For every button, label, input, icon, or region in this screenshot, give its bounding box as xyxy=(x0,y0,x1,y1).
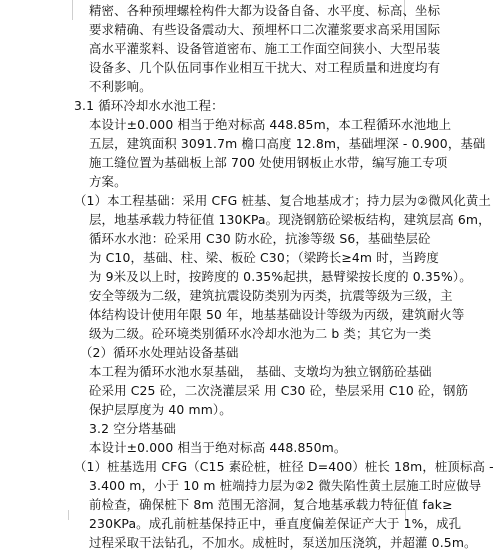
item-1-line: 为 9米及以上时，按跨度的 0.35%起拱，悬臂梁按长度的 0.35%）。 xyxy=(89,269,472,284)
item-1-line: 过程采取干法钻孔，不加水。成桩时，泵送加压浇筑，并超灌 0.5m。 xyxy=(89,535,477,550)
bottom-left-margin-guide xyxy=(68,510,69,520)
paragraph-line: 高水平灌浆料、设备管道密布、施工工作面空间狭小、大型吊装 xyxy=(89,41,441,56)
item-1-line: 级为二级。砼环境类别循环水冷却水池为二 b 类；其它为一类 xyxy=(89,326,432,341)
item-1-line: （1）桩基选用 CFG（C15 素砼桩，桩径 D=400）桩长 18m，桩顶标高 - xyxy=(74,459,494,474)
item-1-line: 230KPa。成孔前桩基保持正中，垂直度偏差保证产大于 1%，成孔 xyxy=(89,516,462,531)
item-1-line: 安全等级为二级，建筑抗震设防类别为丙类，抗震等级为三级，主 xyxy=(89,288,453,303)
section-intro-line: 本设计±0.000 相当于绝对标高 448.850m。 xyxy=(89,440,347,455)
section-heading-3-2: 3.2 空分塔基础 xyxy=(89,421,176,436)
section-heading-3-1: 3.1 循环冷却水水池工程： xyxy=(74,98,224,113)
item-2-line: 保护层厚度为 40 mm）。 xyxy=(89,402,232,417)
section-intro-line: 施工缝位置为基础板上部 700 处使用钢板止水带，编写施工专项 xyxy=(89,155,448,170)
item-2-heading: （2）循环水处理站设备基础 xyxy=(80,345,239,360)
paragraph-line: 不利影响。 xyxy=(89,79,152,94)
item-2-line: 本工程为循环水池水泵基础， 基础、支墩均为独立钢筋砼基础 xyxy=(89,364,432,379)
section-intro-line: 方案。 xyxy=(89,174,127,189)
paragraph-line: 要求精确、有些设备震动大、预埋杯口二次灌浆要求高采用国际 xyxy=(89,22,441,37)
item-1-line: 体结构设计使用年限 50 年，地基基础设计等级为丙级，建筑耐火等 xyxy=(89,307,465,322)
section-intro-line: 本设计±0.000 相当于绝对标高 448.85m，本工程循环水池地上 xyxy=(89,117,452,132)
item-2-line: 砼采用 C25 砼，二次浇灌层采 用 C30 砼，垫层采用 C10 砼，钢筋 xyxy=(89,383,469,398)
item-1-line: 3.400 m，小于 10 m 桩端持力层为②2 微失陷性黄土层施工时应做导 xyxy=(89,478,482,493)
item-1-line: 前检查，确保桩下 8m 范围无溶洞，复合地基承载力特征值 fak≥ xyxy=(89,497,453,512)
section-intro-line: 五层，建筑面积 3091.7m 檐口高度 12.8m，基础埋深 - 0.900，基础 xyxy=(89,136,486,151)
paragraph-line: 精密、各种预埋螺栓构件大都为设备自备、水平度、标高、坐标 xyxy=(89,3,441,18)
item-1-line: 层，地基承载力特征值 130KPa。现浇钢筋砼梁板结构，建筑层高 6m， xyxy=(89,212,491,227)
item-1-line: （1）本工程基础：采用 CFG 桩基、复合地基成才；持力层为②微风化黄土 xyxy=(74,193,491,208)
item-1-line: 为 C10，基础、柱、梁、板砼 C30；（梁跨长≥4m 时，当跨度 xyxy=(89,250,439,265)
item-1-line: 循环水水池：砼采用 C30 防水砼，抗渗等级 S6，基础垫层砼 xyxy=(89,231,431,246)
paragraph-line: 设备多、几个队伍同事作业相互干扰大、对工程质量和进度均有 xyxy=(89,60,441,75)
left-margin-guide xyxy=(72,0,73,20)
